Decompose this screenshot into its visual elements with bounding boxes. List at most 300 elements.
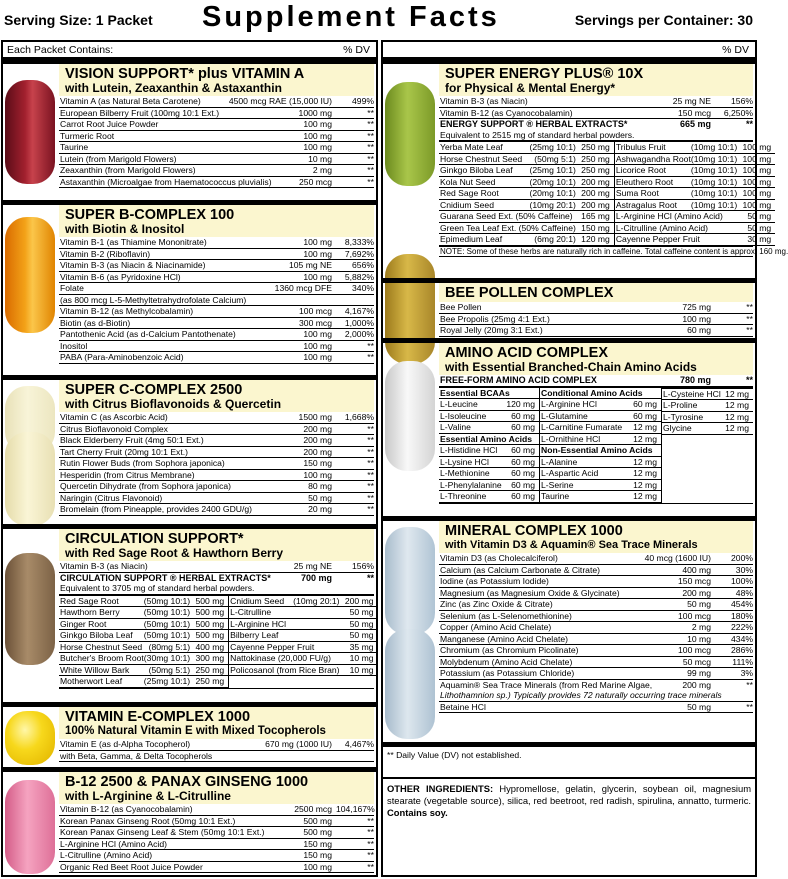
energy-title — [439, 64, 753, 96]
ccomplex-section — [3, 375, 376, 524]
b12-title-main: B-12 2500 & PANAX GINSENG 1000 — [65, 774, 309, 790]
nutrient-name: Black Elderberry Fruit (4mg 50:1 Ext.) — [60, 435, 204, 445]
dv-label-right: % DV — [722, 44, 749, 56]
herb-name: Astragalus Root — [615, 199, 677, 210]
herb-extract: (20mg 10:1) — [529, 188, 576, 198]
amino-name: L-Serine — [541, 479, 574, 490]
table-row — [439, 622, 753, 634]
nutrient-dv: 7,692% — [344, 248, 374, 259]
vision-title-sub: with Lutein, Zeaxanthin & Astaxanthin — [65, 81, 282, 95]
amino-name: Taurine — [541, 491, 570, 501]
circulation-capsule-image — [5, 553, 55, 665]
bcomplex-content — [59, 205, 374, 364]
vision-rows — [59, 96, 374, 188]
amino-name: L-Threonine — [440, 491, 487, 501]
amino-name: L-Ornithine HCl — [541, 433, 601, 444]
right-column — [381, 40, 788, 877]
herb-extract: (10mg 20:1) — [529, 199, 576, 210]
herb-amount: 250 mg — [195, 664, 225, 675]
nutrient-name: Bee Propolis (25mg 4:1 Ext.) — [440, 313, 550, 324]
herb-name: L-Citrulline — [230, 607, 272, 617]
herb-row — [615, 200, 775, 212]
herb-name: Ginkgo Biloba Leaf — [440, 165, 513, 175]
nutrient-dv: ** — [367, 176, 374, 187]
table-row — [59, 412, 374, 424]
herb-amount: 165 mg — [581, 211, 610, 221]
nutrient-dv: ** — [367, 340, 374, 351]
amino-amount: 60 mg — [511, 410, 535, 421]
nutrient-dv — [336, 751, 374, 762]
herb-amount: 100 mg — [742, 165, 772, 175]
herb-extract: (10mg 10:1) — [690, 165, 738, 175]
nutrient-name: Vitamin B-3 (as Niacin) — [440, 96, 528, 106]
nutrient-name: Folate — [60, 283, 84, 293]
vision-capsule-image — [5, 80, 55, 184]
amino-name: Non-Essential Amino Acids — [541, 445, 653, 455]
herb-amount: 500 mg — [195, 630, 225, 640]
amino-row — [439, 457, 539, 469]
bcomplex-capsule-image — [5, 217, 55, 333]
amino-name: L-Aspartic Acid — [541, 468, 599, 478]
nutrient-name: Bee Pollen — [440, 302, 482, 312]
amino-row — [439, 491, 539, 503]
table-row — [59, 850, 374, 862]
dv-footnote: ** Daily Value (DV) not established. — [387, 750, 522, 760]
nutrient-name: Vitamin D3 (as Cholecalciferol) — [440, 553, 558, 563]
herb-amount: 500 mg — [195, 607, 225, 617]
vision-title — [59, 64, 374, 96]
servings-per-container: Servings per Container: 30 — [574, 12, 753, 28]
amino-name: Essential Amino Acids — [440, 433, 533, 444]
amino-amount: 12 mg — [725, 400, 749, 410]
nutrient-name: Vitamin B-1 (as Thiamine Mononitrate) — [60, 237, 207, 247]
herb-amount: 120 mg — [581, 234, 610, 244]
circulation-blend-row: CIRCULATION SUPPORT ® HERBAL EXTRACTS* 700 mg ** — [60, 572, 374, 583]
table-row — [439, 302, 753, 314]
herb-row — [229, 607, 377, 619]
amino-name: Glycine — [663, 423, 692, 433]
herb-row — [615, 165, 775, 177]
amino-row — [540, 434, 661, 446]
herb-name: Policosanol (from Rice Bran) — [230, 664, 340, 675]
amino-name: L-Phenylalanine — [440, 479, 502, 490]
nutrient-name: (as 800 mcg L-5-Methyltetrahydrofolate Calcium) — [60, 294, 247, 305]
amino-row — [439, 422, 539, 434]
nutrient-dv: 111% — [732, 656, 753, 667]
herb-row — [59, 619, 228, 631]
amino-col-conditional — [539, 388, 661, 503]
vitamin-e-content — [59, 707, 374, 762]
betaine-row: Betaine HCl 50 mg ** — [440, 701, 753, 712]
nutrient-amount: 99 mg — [687, 668, 711, 678]
nutrient-amount: 500 mg — [303, 827, 332, 837]
amino-name: L-Methionine — [440, 468, 490, 478]
herb-extract: (6mg 20:1) — [534, 234, 576, 244]
bee-title — [439, 283, 753, 302]
amino-grid — [439, 388, 753, 504]
amino-amount: 60 mg — [511, 479, 535, 490]
nutrient-amount: 400 mg — [682, 564, 711, 575]
nutrient-amount: 100 mg — [303, 329, 332, 339]
circulation-content — [59, 529, 374, 689]
nutrient-amount: 150 mcg — [678, 107, 711, 118]
nutrient-dv: ** — [367, 107, 374, 118]
nutrient-dv: 104,167% — [336, 804, 375, 814]
amino-row — [662, 389, 753, 401]
amino-col-essential — [439, 388, 539, 503]
ccomplex-title-sub: with Citrus Bioflavonoids & Quercetin — [65, 397, 282, 411]
nutrient-dv: ** — [746, 313, 753, 324]
herb-row — [615, 234, 775, 246]
herb-row — [615, 223, 775, 235]
herb-name: Ginkgo Biloba Leaf — [60, 630, 133, 640]
circulation-section — [3, 524, 376, 702]
nutrient-amount: 1360 mcg DFE — [274, 283, 332, 293]
nutrient-amount: 100 mg — [303, 248, 332, 259]
herb-name: Cnidium Seed — [230, 595, 285, 606]
mineral-capsule-image-2 — [385, 629, 435, 739]
table-row — [59, 827, 374, 839]
nutrient-amount: 1500 mg — [298, 412, 332, 422]
herb-amount: 250 mg — [195, 676, 225, 686]
table-row — [59, 108, 374, 120]
table-row — [59, 341, 374, 353]
amino-name: L-Tyrosine — [663, 411, 704, 422]
nutrient-amount: 200 mg — [682, 587, 711, 598]
herb-extract: (10mg 20:1) — [293, 595, 340, 606]
table-row — [59, 481, 374, 493]
herb-extract: (25mg 10:1) — [529, 142, 576, 152]
nutrient-name: Vitamin B-12 (as Cyanocobalamin) — [440, 107, 573, 118]
energy-capsule-image — [385, 82, 435, 186]
nutrient-name: Pantothenic Acid (as d-Calcium Pantothenate) — [60, 329, 236, 339]
nutrient-amount: 80 mg — [308, 481, 332, 491]
amino-name: L-Arginine HCl — [541, 399, 597, 409]
left-column-header — [3, 42, 376, 59]
mineral-title-main: MINERAL COMPLEX 1000 — [445, 523, 623, 539]
herb-name: L-Arginine HCl (Amino Acid) — [615, 211, 723, 221]
circulation-title-main: CIRCULATION SUPPORT* — [65, 531, 244, 547]
nutrient-name: Citrus Bioflavonoid Complex — [60, 423, 168, 434]
amino-name: Conditional Amino Acids — [541, 387, 643, 398]
amino-row — [540, 491, 661, 503]
nutrient-dv: 222% — [731, 622, 753, 632]
header — [0, 0, 759, 40]
herb-row — [59, 642, 228, 654]
nutrient-dv: 1,000% — [344, 317, 374, 328]
nutrient-name: L-Citrulline (Amino Acid) — [60, 850, 153, 860]
nutrient-dv: 454% — [731, 599, 753, 609]
right-column-header — [383, 42, 755, 59]
other-ingredients-text: Hypromellose, gelatin, glycerin, soybean oil, magnesium stearate (vegetable source), silica, red beetroot, red radish, spirulina, annatto, turmeric. — [387, 783, 752, 806]
herb-name: Cnidium Seed — [440, 199, 494, 210]
herb-extract: (10mg 10:1) — [690, 188, 738, 198]
nutrient-dv: 8,333% — [344, 237, 374, 247]
energy-caffeine-note: NOTE: Some of these herbs are naturally rich in caffeine. Total caffeine content is approx. 160 mg. — [440, 246, 788, 256]
herb-row — [439, 142, 614, 154]
bcomplex-rows — [59, 237, 374, 364]
table-row — [439, 108, 753, 120]
nutrient-dv: ** — [367, 838, 374, 849]
herb-name: Nattokinase (20,000 FU/g) — [230, 653, 331, 663]
nutrient-name: Organic Red Beet Root Juice Powder — [60, 861, 203, 872]
table-row — [59, 458, 374, 470]
nutrient-name: Turmeric Root — [60, 130, 115, 141]
nutrient-name: Vitamin E (as d-Alpha Tocopherol) — [60, 739, 191, 749]
table-row — [439, 565, 753, 577]
nutrient-name: Hesperidin (from Citrus Membrane) — [60, 469, 195, 480]
aquamin-row-2: Lithothamnion sp.) Typically provides 72 naturally occurring trace minerals — [439, 690, 753, 702]
nutrient-amount: 150 mcg — [678, 576, 711, 586]
energy-equiv-row: Equivalent to 2515 mg of standard herbal powders. — [439, 130, 753, 143]
table-row — [439, 599, 753, 611]
herb-row — [59, 665, 228, 677]
herb-amount: 500 mg — [195, 595, 225, 606]
nutrient-amount: 20 mg — [308, 504, 332, 514]
table-row — [59, 862, 374, 874]
amino-amount: 12 mg — [633, 479, 657, 490]
herb-extract: (20mg 10:1) — [529, 176, 576, 187]
nutrient-dv — [336, 295, 374, 306]
amino-row — [540, 388, 661, 400]
serving-size: Serving Size: 1 Packet — [4, 12, 153, 28]
nutrient-amount: 4500 mcg RAE (15,000 IU) — [228, 96, 332, 106]
amino-amount: 60 mg — [511, 422, 535, 432]
amino-amount: 12 mg — [633, 468, 657, 478]
herb-row — [615, 188, 775, 200]
herb-amount: 100 mg — [742, 153, 772, 164]
herb-extract: (50mg 5:1) — [534, 153, 576, 164]
vitamin-e-rows — [59, 739, 374, 762]
amino-amount: 12 mg — [725, 411, 749, 422]
table-row — [59, 96, 374, 108]
nutrient-amount: 100 mcg — [299, 306, 332, 316]
vitamin-e-softgel-image — [5, 711, 55, 765]
table-row — [59, 131, 374, 143]
nutrient-dv: ** — [746, 302, 753, 312]
herb-name: Horse Chestnut Seed — [60, 641, 143, 652]
nutrient-name: European Bilberry Fruit (100mg 10:1 Ext.) — [60, 107, 220, 118]
amino-name: L-Alanine — [541, 456, 578, 467]
amino-col-other — [661, 388, 753, 503]
nutrient-name: L-Arginine HCl (Amino Acid) — [60, 838, 167, 849]
nutrient-amount: 500 mg — [303, 815, 332, 826]
nutrient-dv: ** — [367, 481, 374, 491]
ccomplex-capsule-image-2 — [5, 432, 55, 526]
herb-name: Ginger Root — [60, 618, 107, 629]
nutrient-dv: ** — [746, 325, 753, 335]
amino-row — [439, 388, 539, 400]
herb-row — [439, 211, 614, 223]
amino-row — [540, 445, 661, 457]
nutrient-dv: 200% — [731, 553, 753, 563]
herb-extract: (10mg 10:1) — [690, 142, 738, 152]
herb-amount: 50 mg — [349, 630, 374, 640]
energy-herb-grid — [439, 142, 772, 247]
table-row — [439, 325, 753, 337]
nutrient-dv: 499% — [352, 96, 374, 106]
table-row — [59, 424, 374, 436]
bcomplex-title-main: SUPER B-COMPLEX 100 — [65, 207, 235, 223]
amino-name: L-Leucine — [440, 399, 478, 409]
table-row — [59, 283, 374, 295]
herb-row — [439, 200, 614, 212]
nutrient-name: Chromium (as Chromium Picolinate) — [440, 645, 579, 655]
nutrient-name: Vitamin A (as Natural Beta Carotene) — [60, 96, 201, 106]
nutrient-name: Tart Cherry Fruit (20mg 10:1 Ext.) — [60, 446, 188, 457]
mineral-title-sub: with Vitamin D3 & Aquamin® Sea Trace Minerals — [445, 539, 698, 551]
herb-amount: 300 mg — [195, 653, 225, 663]
nutrient-name: Royal Jelly (20mg 3:1 Ext.) — [440, 325, 543, 335]
amino-row — [662, 412, 753, 424]
table-row — [439, 634, 753, 646]
nutrient-dv: 286% — [731, 645, 753, 655]
bee-section — [383, 278, 755, 338]
herb-name: Suma Root — [615, 188, 659, 198]
table-row — [59, 237, 374, 249]
left-column — [1, 40, 378, 877]
nutrient-amount: 100 mg — [682, 313, 711, 324]
nutrient-name: Rutin Flower Buds (from Sophora japonica) — [60, 458, 225, 468]
b12-capsule-image — [5, 780, 55, 874]
amino-row — [540, 457, 661, 469]
ccomplex-content — [59, 380, 374, 516]
dv-label: % DV — [343, 44, 370, 56]
herb-row — [439, 234, 614, 246]
energy-section — [383, 59, 788, 278]
nutrient-amount: 50 mcg — [682, 656, 711, 667]
circulation-herbs-right — [228, 596, 377, 688]
amino-row — [662, 400, 753, 412]
amino-row — [662, 423, 753, 435]
nutrient-dv: ** — [367, 850, 374, 860]
nutrient-dv: 156% — [731, 96, 753, 106]
nutrient-dv: 434% — [731, 633, 753, 644]
herb-row — [439, 165, 614, 177]
table-row — [439, 553, 753, 565]
b12-rows — [59, 804, 374, 873]
nutrient-dv: ** — [367, 119, 374, 129]
nutrient-amount: 1000 mg — [298, 107, 332, 118]
mineral-title — [439, 521, 753, 553]
herb-name: Motherwort Leaf — [60, 676, 123, 686]
nutrient-name: Korean Panax Ginseng Leaf & Stem (50mg 10:1 Ext.) — [60, 827, 265, 837]
energy-herbs-left — [439, 142, 614, 246]
table-row — [439, 657, 753, 669]
page-title: Supplement Facts — [202, 1, 500, 33]
each-packet-label: Each Packet Contains: — [7, 44, 114, 56]
table-row — [59, 318, 374, 330]
amino-row — [439, 434, 539, 446]
vitamin-e-title — [59, 707, 374, 739]
amino-row — [439, 480, 539, 492]
nutrient-dv: 6,250% — [723, 107, 753, 118]
table-row — [59, 739, 374, 751]
herb-amount: 150 mg — [581, 222, 610, 233]
table-row — [439, 588, 753, 600]
herb-row — [615, 154, 775, 166]
table-row — [59, 260, 374, 272]
nutrient-amount: 25 mg NE — [672, 96, 711, 106]
herb-row — [615, 211, 775, 223]
nutrient-amount: 150 mg — [303, 458, 332, 468]
nutrient-dv: ** — [367, 423, 374, 434]
nutrient-dv: ** — [367, 815, 374, 826]
nutrient-amount: 100 mg — [303, 142, 332, 152]
herb-extract: (25mg 10:1) — [143, 676, 191, 686]
energy-title-sub: for Physical & Mental Energy* — [445, 81, 616, 95]
mineral-capsule-image-1 — [385, 527, 435, 635]
energy-title-main: SUPER ENERGY PLUS® 10X — [445, 66, 644, 82]
nutrient-amount: 250 mcg — [299, 176, 332, 187]
herb-name: Epimedium Leaf — [440, 234, 503, 244]
herb-row — [615, 142, 775, 154]
nutrient-amount: 100 mg — [303, 340, 332, 351]
energy-blend-row: ENERGY SUPPORT ® HERBAL EXTRACTS* 665 mg ** — [440, 119, 753, 129]
nutrient-name: Selenium (as L-Selenomethionine) — [440, 610, 572, 621]
herb-extract: (50mg 10:1) — [143, 630, 191, 640]
nutrient-amount: 670 mg (1000 IU) — [265, 739, 332, 749]
nutrient-dv: ** — [367, 492, 374, 503]
nutrient-amount: 10 mg — [687, 633, 711, 644]
nutrient-name: Molybdenum (Amino Acid Chelate) — [440, 656, 573, 667]
herb-extract: (50mg 10:1) — [143, 618, 191, 629]
nutrient-dv: 30% — [735, 564, 753, 575]
nutrient-name: Magnesium (as Magnesium Oxide & Glycinate) — [440, 587, 620, 598]
nutrient-dv: ** — [367, 458, 374, 468]
table-row — [59, 154, 374, 166]
amino-row — [439, 468, 539, 480]
table-row — [59, 142, 374, 154]
amino-name: L-Valine — [440, 422, 471, 432]
herb-amount: 30 mg — [747, 234, 772, 244]
amino-amount: 12 mg — [725, 388, 749, 399]
amino-capsule-image — [385, 361, 435, 471]
circulation-herb-grid — [59, 596, 374, 689]
herb-amount: 200 mg — [581, 199, 610, 210]
amino-title-sub: with Essential Branched-Chain Amino Acids — [445, 360, 697, 374]
vitamin-e-title-sub: 100% Natural Vitamin E with Mixed Tocopherols — [65, 725, 326, 737]
herb-amount: 10 mg — [349, 664, 374, 675]
herb-amount: 500 mg — [195, 618, 225, 629]
table-row — [439, 611, 753, 623]
nutrient-name: Inositol — [60, 340, 88, 351]
nutrient-name: with Beta, Gamma, & Delta Tocopherols — [60, 750, 213, 761]
nutrient-dv: ** — [367, 130, 374, 141]
ccomplex-title-main: SUPER C-COMPLEX 2500 — [65, 382, 243, 398]
herb-row — [229, 596, 377, 608]
herb-name: Hawthorn Berry — [60, 607, 120, 617]
nutrient-dv: ** — [367, 153, 374, 164]
nutrient-name: Vitamin B-2 (Riboflavin) — [60, 248, 151, 259]
herb-amount: 100 mg — [742, 142, 772, 152]
amino-row — [439, 399, 539, 411]
amino-content — [439, 343, 753, 504]
herb-row — [439, 154, 614, 166]
herb-amount: 100 mg — [742, 176, 772, 187]
vision-section — [3, 59, 376, 200]
herb-extract: (10mg 10:1) — [690, 153, 738, 164]
amino-amount: 12 mg — [633, 422, 657, 432]
herb-amount: 35 mg — [349, 641, 374, 652]
amino-amount: 12 mg — [633, 456, 657, 467]
table-row — [59, 839, 374, 851]
amino-name: Essential BCAAs — [440, 387, 510, 398]
ccomplex-rows — [59, 412, 374, 516]
b12-content — [59, 772, 374, 873]
amino-row — [540, 411, 661, 423]
herb-amount: 10 mg — [349, 653, 374, 663]
